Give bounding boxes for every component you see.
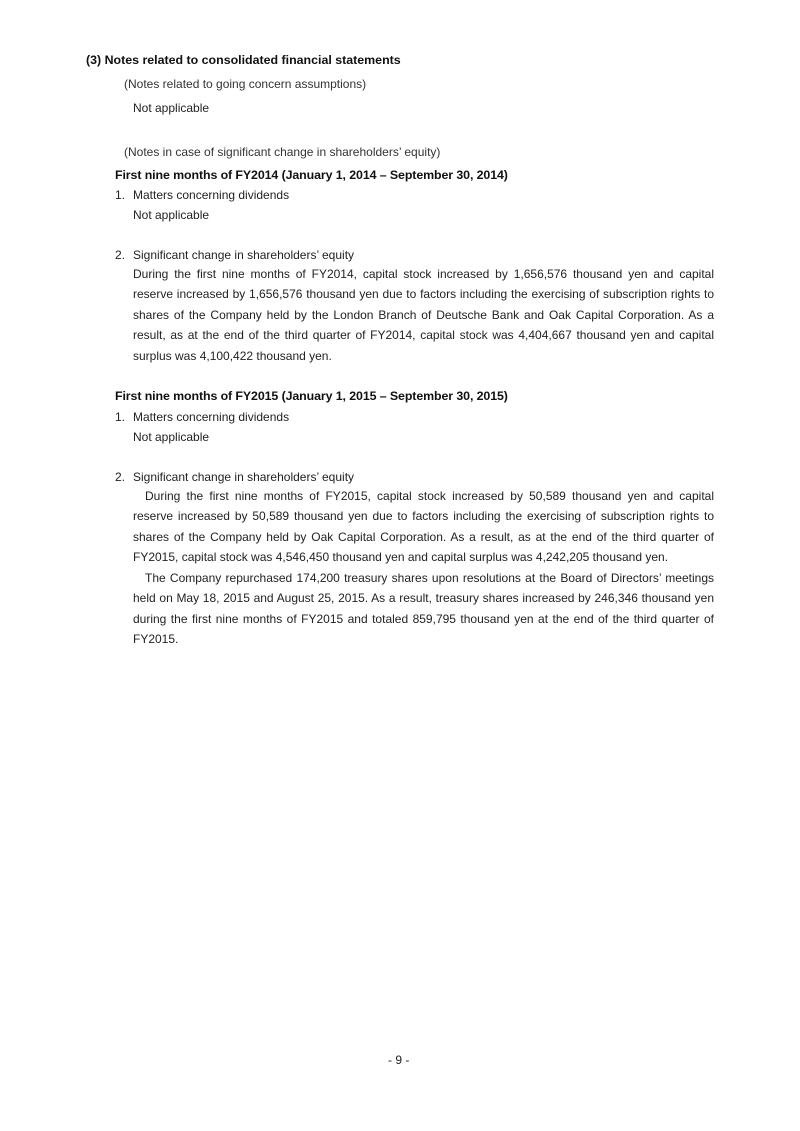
going-concern-heading: (Notes related to going concern assumptions)	[124, 77, 367, 91]
fy2014-item1-number: 1.	[115, 188, 126, 202]
page-number: - 9 -	[388, 1053, 410, 1067]
equity-notes-heading: (Notes in case of significant change in shareholders’ equity)	[124, 145, 441, 159]
fy2015-item1-title: Matters concerning dividends	[133, 410, 290, 424]
fy2015-item1-text: Not applicable	[133, 430, 210, 444]
fy2014-heading: First nine months of FY2014 (January 1, 2014 – September 30, 2014)	[115, 168, 508, 182]
fy2014-item1-text: Not applicable	[133, 208, 210, 222]
fy2014-item1-title: Matters concerning dividends	[133, 188, 290, 202]
fy2015-item2-number: 2.	[115, 470, 126, 484]
fy2015-item2-paragraph-1: During the first nine months of FY2015, capital stock increased by 50,589 thousand yen and capital reserve increased by 50,589 thousand yen due to factors including the exercising of subscription rights to shares of the Company held by Oak Capital Corporation. As a result, as at the end of the third quarter of FY2015, capital stock was 4,546,450 thousand yen and capital surplus was 4,242,205 thousand yen.	[133, 489, 714, 565]
fy2015-item1-number: 1.	[115, 410, 126, 424]
going-concern-text: Not applicable	[133, 101, 210, 115]
fy2015-item2-title: Significant change in shareholders’ equity	[133, 470, 355, 484]
fy2015-item2-paragraph-2: The Company repurchased 174,200 treasury shares upon resolutions at the Board of Directors’ meetings held on May 18, 2015 and August 25, 2015. As a result, treasury shares increased by 246,346 thousand yen during the first nine months of FY2015 and totaled 859,795 thousand yen at the end of the third quarter of FY2015.	[133, 571, 714, 647]
fy2014-item2-paragraph: During the first nine months of FY2014, capital stock increased by 1,656,576 thousand yen and capital reserve increased by 1,656,576 thousand yen due to factors including the exercising of subscription rights to shares of the Company held by the London Branch of Deutsche Bank and Oak Capital Corporation. As a result, as at the end of the third quarter of FY2014, capital stock was 4,404,667 thousand yen and capital surplus was 4,100,422 thousand yen.	[133, 267, 714, 363]
fy2014-item2-title: Significant change in shareholders’ equity	[133, 248, 355, 262]
fy2014-item2-number: 2.	[115, 248, 126, 262]
section-title: (3) Notes related to consolidated financial statements	[86, 53, 401, 67]
fy2015-heading: First nine months of FY2015 (January 1, 2015 – September 30, 2015)	[115, 389, 508, 403]
